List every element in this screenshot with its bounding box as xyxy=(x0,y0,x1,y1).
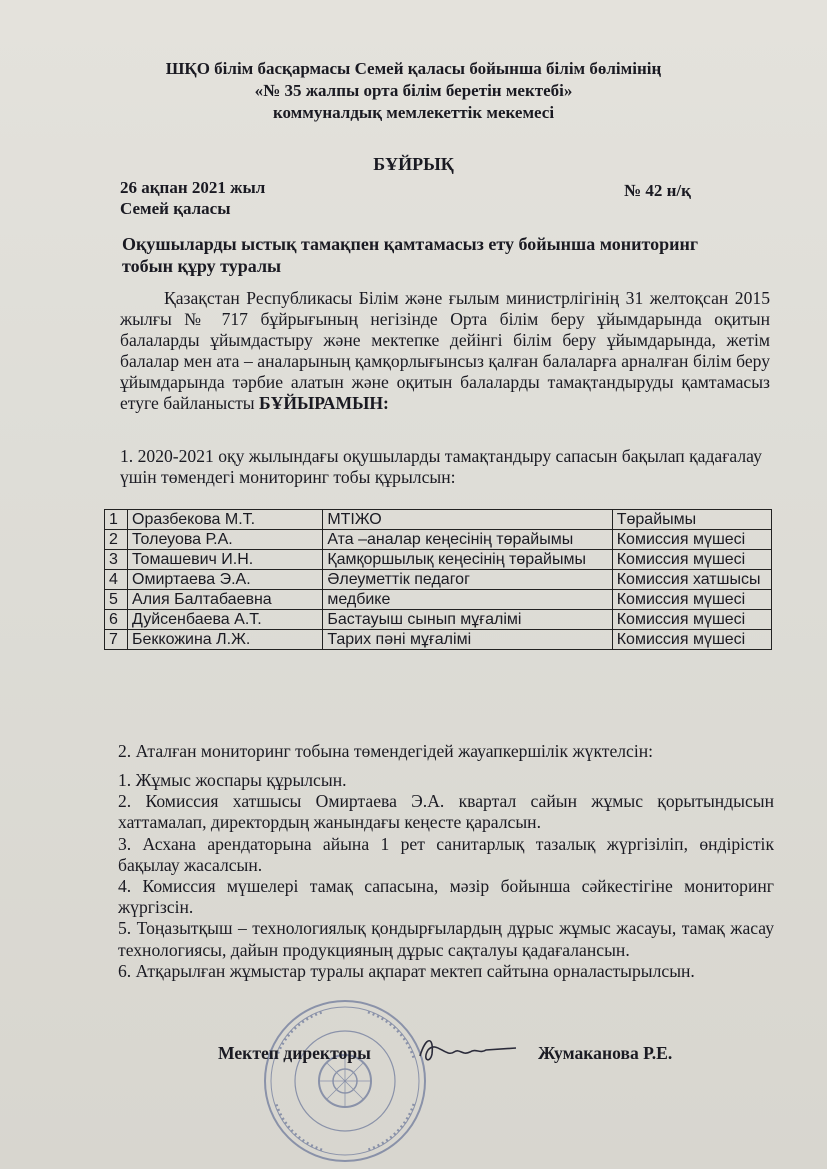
member-name: Дуйсенбаева А.Т. xyxy=(128,610,323,630)
members-table xyxy=(104,509,772,650)
member-position: МТІЖО xyxy=(323,510,612,530)
member-name: Омиртаева Э.А. xyxy=(128,570,323,590)
duties-list xyxy=(118,770,774,982)
member-position: медбике xyxy=(323,590,612,610)
member-name: Беккожина Л.Ж. xyxy=(128,630,323,650)
table-row xyxy=(105,530,772,550)
header-line-2: «№ 35 жалпы орта білім беретін мектебі» xyxy=(254,81,573,100)
member-position: Бастауыш сынып мұғалімі xyxy=(323,610,612,630)
table-row xyxy=(105,610,772,630)
intro-paragraph xyxy=(120,288,770,414)
order-subject xyxy=(122,233,762,277)
official-stamp-icon xyxy=(262,998,428,1164)
header-line-3: коммуналдық мемлекеттік мекемесі xyxy=(272,103,555,122)
member-num: 5 xyxy=(105,590,128,610)
member-num: 6 xyxy=(105,610,128,630)
duty-item: 6. Атқарылған жұмыстар туралы ақпарат мектеп сайтына орналастырылсын. xyxy=(118,960,695,981)
member-role: Комиссия хатшысы xyxy=(612,570,771,590)
member-position: Әлеуметтік педагог xyxy=(323,570,612,590)
header-line-1: ШҚО білім басқармасы Семей қаласы бойынша білім бөлімінің xyxy=(165,59,662,78)
member-num: 4 xyxy=(105,570,128,590)
member-position: Тарих пәні мұғалімі xyxy=(323,630,612,650)
order-date: 26 ақпан 2021 жыл xyxy=(120,178,266,197)
signoff-name: Жумаканова Р.Е. xyxy=(538,1043,673,1063)
member-role: Комиссия мүшесі xyxy=(612,550,771,570)
duty-item: 2. Комиссия хатшысы Омиртаева Э.А. квартал сайын жұмыс қорытындысын хаттамалап, директордың жанындағы кеңесте қаралсын. xyxy=(118,791,774,833)
point-1: 1. 2020-2021 оқу жылындағы оқушыларды тамақтандыру сапасын бақылап қадағалау үшін төмендегі мониторинг тобы құрылсын: xyxy=(120,446,762,487)
table-row xyxy=(105,550,772,570)
order-city: Семей қаласы xyxy=(120,199,231,218)
member-role: Комиссия мүшесі xyxy=(612,590,771,610)
member-name: Оразбекова М.Т. xyxy=(128,510,323,530)
member-role: Комиссия мүшесі xyxy=(612,630,771,650)
member-num: 7 xyxy=(105,630,128,650)
subject-line-2: тобын құру туралы xyxy=(122,256,282,276)
member-num: 3 xyxy=(105,550,128,570)
member-position: Қамқоршылық кеңесінің төрайымы xyxy=(323,550,612,570)
member-role: Төрайымы xyxy=(612,510,771,530)
duty-item: 5. Тоңазытқыш – технологиялық қондырғылардың дұрыс жұмыс жасауы, тамақ жасау технологиясы, дайын продукцияның дұрыс сақталуы қадағалансын. xyxy=(118,918,774,960)
organization-header xyxy=(0,58,827,124)
member-name: Алия Балтабаевна xyxy=(128,590,323,610)
signoff-title: Мектеп директоры xyxy=(218,1043,371,1063)
signature-icon xyxy=(412,1030,522,1070)
member-role: Комиссия мүшесі xyxy=(612,530,771,550)
duty-item: 4. Комиссия мүшелері тамақ сапасына, мәзір бойынша сәйкестігіне мониторинг жүргізсін. xyxy=(118,876,774,918)
table-row xyxy=(105,630,772,650)
member-role: Комиссия мүшесі xyxy=(612,610,771,630)
table-row xyxy=(105,590,772,610)
subject-line-1: Оқушыларды ыстық тамақпен қамтамасыз ету бойынша мониторинг xyxy=(122,234,699,254)
intro-text: Қазақстан Республикасы Білім және ғылым министрлігінің 31 желтоқсан 2015 жылғы № 717 бұйрығының негізінде Орта білім беру ұйымдарында оқитын балаларды ұйымдастыру және мектепке дейінгі білім беру ұйымдарында, жетім балалар мен ата – аналарының қамқорлығынсыз қалған балаларға арналған білім беру ұйымдарында тәрбие алатын және оқитын балаларды тамақтандыруды қамтамасыз етуге байланысты xyxy=(120,288,770,413)
member-name: Толеуова Р.А. xyxy=(128,530,323,550)
duty-item: 1. Жұмыс жоспары құрылсын. xyxy=(118,770,347,790)
member-num: 1 xyxy=(105,510,128,530)
table-row xyxy=(105,570,772,590)
point-2: 2. Аталған мониторинг тобына төмендегідей жауапкершілік жүктелсін: xyxy=(118,741,654,761)
member-name: Томашевич И.Н. xyxy=(128,550,323,570)
order-title: БҰЙРЫҚ xyxy=(373,154,454,174)
order-number: № 42 н/қ xyxy=(624,181,691,200)
table-row xyxy=(105,510,772,530)
member-position: Ата –аналар кеңесінің төрайымы xyxy=(323,530,612,550)
member-num: 2 xyxy=(105,530,128,550)
duty-item: 3. Асхана арендаторына айына 1 рет санитарлық тазалық жүргізіліп, өндірістік бақылау жасалсын. xyxy=(118,833,774,875)
order-word: БҰЙЫРАМЫН: xyxy=(258,393,389,413)
